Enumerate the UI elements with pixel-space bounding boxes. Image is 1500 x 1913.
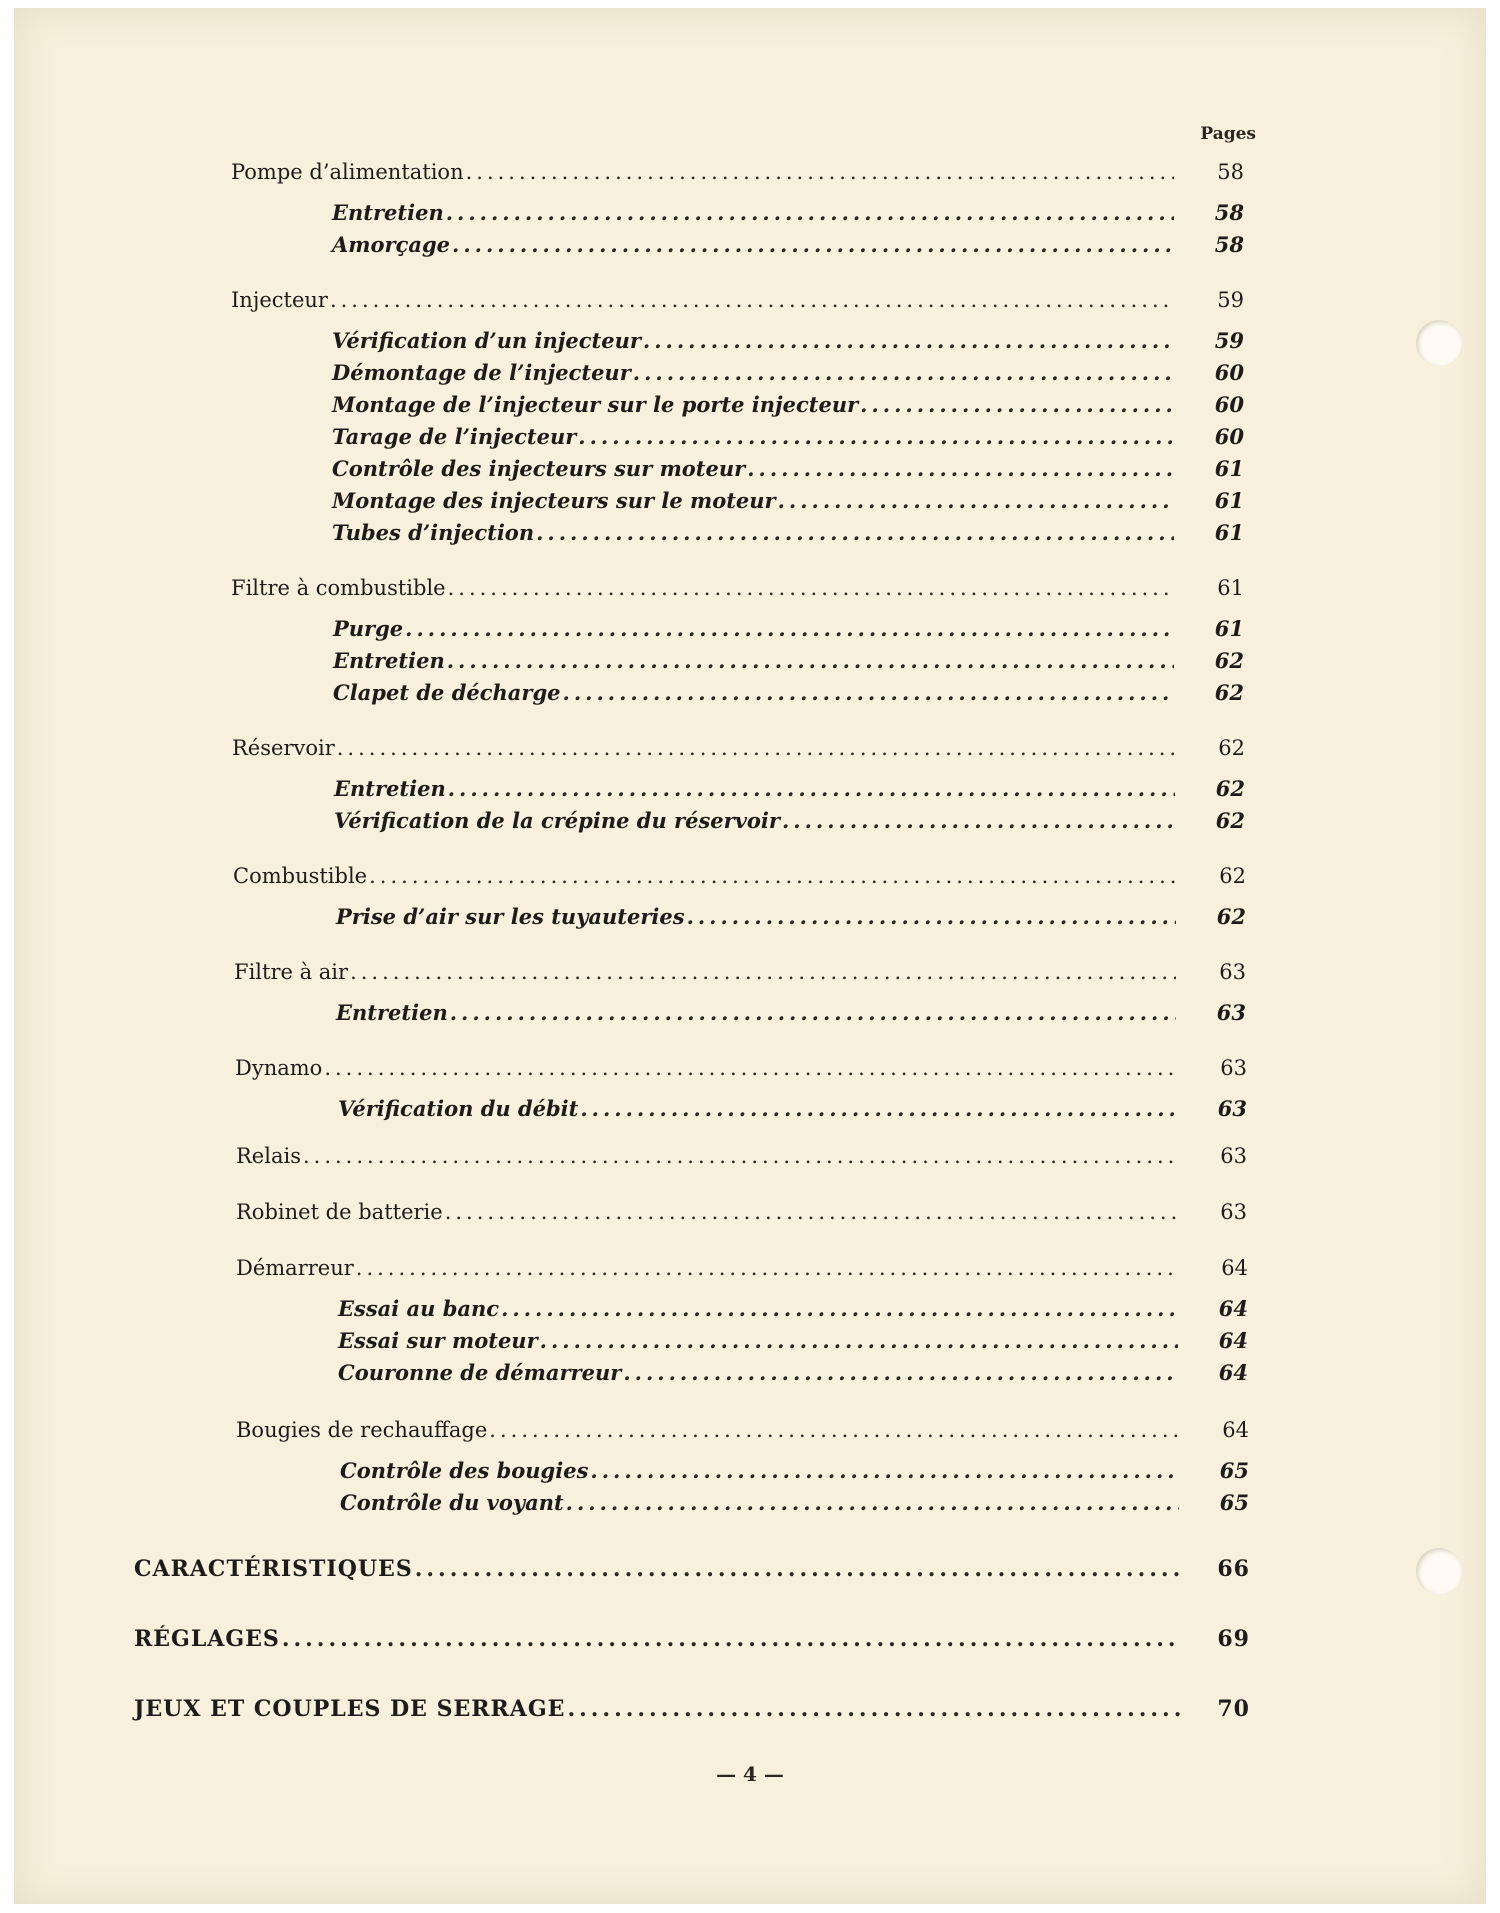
- toc-subentry-title: Couronne de démarreur: [338, 1360, 622, 1385]
- toc-subentry-page: 62: [1215, 776, 1245, 801]
- toc-chapter-caracteristiques: [134, 1556, 1250, 1582]
- toc-chapter-page: 70: [1217, 1696, 1250, 1722]
- toc-subentry-page: 61: [1214, 616, 1244, 641]
- toc-subentry: [333, 648, 1244, 673]
- toc-subentry: [334, 808, 1245, 833]
- toc-subentry: [338, 1328, 1248, 1353]
- toc-subentry-title: Montage de l’injecteur sur le porte injecteur: [332, 392, 859, 417]
- dot-leader: [466, 160, 1174, 184]
- toc-subentry-title: Clapet de décharge: [333, 680, 561, 705]
- toc-subentry: [332, 456, 1244, 481]
- toc-entry-robinet-batterie: [236, 1200, 1247, 1224]
- toc-subentry-title: Prise d’air sur les tuyauteries: [336, 904, 685, 929]
- toc-subentry-title: Essai sur moteur: [338, 1328, 538, 1353]
- dot-leader: [567, 1696, 1180, 1722]
- toc-entry-title: Filtre à combustible: [231, 576, 446, 600]
- toc-subentry: [332, 360, 1244, 385]
- dot-leader: [778, 488, 1174, 513]
- dot-leader: [563, 680, 1174, 705]
- toc-chapter-jeux-couples: [134, 1696, 1250, 1722]
- toc-entry-page: 59: [1217, 288, 1244, 312]
- dot-leader: [860, 392, 1174, 417]
- toc-subentry: [338, 1360, 1248, 1385]
- toc-subentry-page: 58: [1214, 200, 1244, 225]
- toc-entry-page: 63: [1220, 1144, 1247, 1168]
- toc-subentry-page: 61: [1214, 520, 1244, 545]
- toc-chapter-reglages: [134, 1626, 1250, 1652]
- toc-subentry-title: Entretien: [334, 776, 446, 801]
- toc-subentry: [332, 200, 1244, 225]
- dot-leader: [448, 776, 1175, 801]
- page-number: — 4 —: [716, 1762, 784, 1786]
- dot-leader: [447, 648, 1174, 673]
- toc-subentry-page: 60: [1214, 360, 1244, 385]
- toc-entry-title: Réservoir: [232, 736, 335, 760]
- toc-subentry: [332, 232, 1244, 257]
- toc-entry-title: Injecteur: [231, 288, 328, 312]
- toc-subentry-title: Tubes d’injection: [332, 520, 535, 545]
- dot-leader: [405, 616, 1174, 641]
- toc-entry-combustible: [233, 864, 1246, 888]
- toc-subentry-page: 61: [1214, 488, 1244, 513]
- toc-chapter-title: RÉGLAGES: [134, 1626, 280, 1652]
- toc-subentry-page: 65: [1219, 1458, 1249, 1483]
- toc-subentry: [333, 616, 1244, 641]
- toc-subentry-page: 65: [1219, 1490, 1249, 1515]
- toc-subentry-title: Purge: [333, 616, 404, 641]
- toc-subentry-page: 63: [1217, 1096, 1247, 1121]
- toc-entry-injecteur: [231, 288, 1244, 312]
- toc-subentry: [332, 328, 1244, 353]
- dot-leader: [623, 1360, 1178, 1385]
- dot-leader: [580, 1096, 1177, 1121]
- toc-subentry-title: Contrôle des injecteurs sur moteur: [332, 456, 746, 481]
- toc-chapter-page: 69: [1217, 1626, 1250, 1652]
- toc-subentry: [336, 1000, 1246, 1025]
- dot-leader: [448, 576, 1174, 600]
- dot-leader: [687, 904, 1176, 929]
- toc-subentry-page: 64: [1218, 1360, 1248, 1385]
- toc-chapter-title: JEUX ET COUPLES DE SERRAGE: [134, 1696, 566, 1722]
- dot-leader: [536, 520, 1174, 545]
- toc-subentry-title: Montage des injecteurs sur le moteur: [332, 488, 776, 513]
- toc-subentry: [332, 392, 1244, 417]
- toc-subentry: [340, 1490, 1249, 1515]
- toc-subentry-title: Vérification de la crépine du réservoir: [334, 808, 780, 833]
- dot-leader: [324, 1056, 1177, 1080]
- toc-entry-page: 58: [1217, 160, 1244, 184]
- dot-leader: [747, 456, 1174, 481]
- dot-leader: [337, 736, 1175, 760]
- toc-entry-dynamo: [235, 1056, 1247, 1080]
- toc-subentry-title: Amorçage: [332, 232, 451, 257]
- pages-column-header: Pages: [1200, 124, 1256, 144]
- toc-subentry-title: Entretien: [336, 1000, 448, 1025]
- dot-leader: [330, 288, 1174, 312]
- dot-leader: [643, 328, 1174, 353]
- toc-subentry-page: 63: [1216, 1000, 1246, 1025]
- dot-leader: [369, 864, 1176, 888]
- toc-entry-page: 64: [1221, 1256, 1248, 1280]
- toc-entry-demarreur: [236, 1256, 1248, 1280]
- toc-subentry-page: 64: [1218, 1328, 1248, 1353]
- toc-entry-page: 64: [1222, 1418, 1249, 1442]
- dot-leader: [566, 1490, 1179, 1515]
- dot-leader: [303, 1144, 1177, 1168]
- toc-entry-page: 62: [1219, 864, 1246, 888]
- toc-entry-filtre-combustible: [231, 576, 1244, 600]
- toc-chapter-page: 66: [1217, 1556, 1250, 1582]
- toc-entry-title: Bougies de rechauffage: [236, 1418, 488, 1442]
- toc-subentry-page: 62: [1214, 648, 1244, 673]
- toc-entry-pompe-alimentation: [231, 160, 1244, 184]
- toc-subentry: [338, 1296, 1248, 1321]
- toc-subentry: [334, 776, 1245, 801]
- dot-leader: [445, 1200, 1177, 1224]
- toc-entry-title: Relais: [236, 1144, 301, 1168]
- toc-entry-title: Démarreur: [236, 1256, 354, 1280]
- toc-entry-bougies: [236, 1418, 1249, 1442]
- punch-hole-top: [1416, 320, 1462, 366]
- toc-subentry-page: 64: [1218, 1296, 1248, 1321]
- dot-leader: [450, 1000, 1176, 1025]
- toc-subentry-title: Entretien: [332, 200, 444, 225]
- dot-leader: [415, 1556, 1180, 1582]
- toc-subentry-title: Entretien: [333, 648, 445, 673]
- dot-leader: [501, 1296, 1178, 1321]
- toc-entry-relais: [236, 1144, 1247, 1168]
- toc-entry-title: Pompe d’alimentation: [231, 160, 464, 184]
- dot-leader: [446, 200, 1174, 225]
- dot-leader: [578, 424, 1174, 449]
- toc-subentry: [333, 680, 1244, 705]
- dot-leader: [782, 808, 1175, 833]
- dot-leader: [489, 1418, 1179, 1442]
- toc-subentry: [332, 520, 1244, 545]
- toc-chapter-title: CARACTÉRISTIQUES: [134, 1556, 413, 1582]
- toc-entry-title: Dynamo: [235, 1056, 323, 1080]
- dot-leader: [452, 232, 1174, 257]
- toc-subentry-title: Tarage de l’injecteur: [332, 424, 577, 449]
- toc-entry-title: Robinet de batterie: [236, 1200, 443, 1224]
- toc-subentry-page: 62: [1215, 808, 1245, 833]
- toc-subentry: [332, 424, 1244, 449]
- dot-leader: [282, 1626, 1180, 1652]
- toc-entry-title: Combustible: [233, 864, 368, 888]
- dot-leader: [356, 1256, 1178, 1280]
- toc-subentry-page: 58: [1214, 232, 1244, 257]
- toc-subentry-page: 62: [1216, 904, 1246, 929]
- toc-subentry-title: Vérification d’un injecteur: [332, 328, 641, 353]
- dot-leader: [540, 1328, 1178, 1353]
- toc-entry-page: 62: [1218, 736, 1245, 760]
- dot-leader: [633, 360, 1174, 385]
- toc-subentry: [336, 904, 1246, 929]
- toc-subentry-page: 61: [1214, 456, 1244, 481]
- toc-subentry-title: Contrôle des bougies: [340, 1458, 589, 1483]
- toc-entry-page: 63: [1219, 960, 1246, 984]
- toc-subentry: [340, 1458, 1249, 1483]
- toc-subentry-page: 62: [1214, 680, 1244, 705]
- toc-subentry: [338, 1096, 1247, 1121]
- toc-entry-page: 63: [1220, 1056, 1247, 1080]
- dot-leader: [350, 960, 1176, 984]
- toc-entry-page: 61: [1217, 576, 1244, 600]
- toc-subentry: [332, 488, 1244, 513]
- toc-subentry-title: Démontage de l’injecteur: [332, 360, 631, 385]
- toc-entry-reservoir: [232, 736, 1245, 760]
- punch-hole-bottom: [1416, 1548, 1462, 1594]
- toc-subentry-title: Essai au banc: [338, 1296, 500, 1321]
- toc-subentry-page: 60: [1214, 424, 1244, 449]
- dot-leader: [590, 1458, 1179, 1483]
- toc-subentry-page: 60: [1214, 392, 1244, 417]
- toc-entry-page: 63: [1220, 1200, 1247, 1224]
- toc-entry-title: Filtre à air: [234, 960, 349, 984]
- toc-entry-filtre-air: [234, 960, 1246, 984]
- toc-subentry-page: 59: [1214, 328, 1244, 353]
- toc-subentry-title: Contrôle du voyant: [340, 1490, 564, 1515]
- toc-subentry-title: Vérification du débit: [338, 1096, 579, 1121]
